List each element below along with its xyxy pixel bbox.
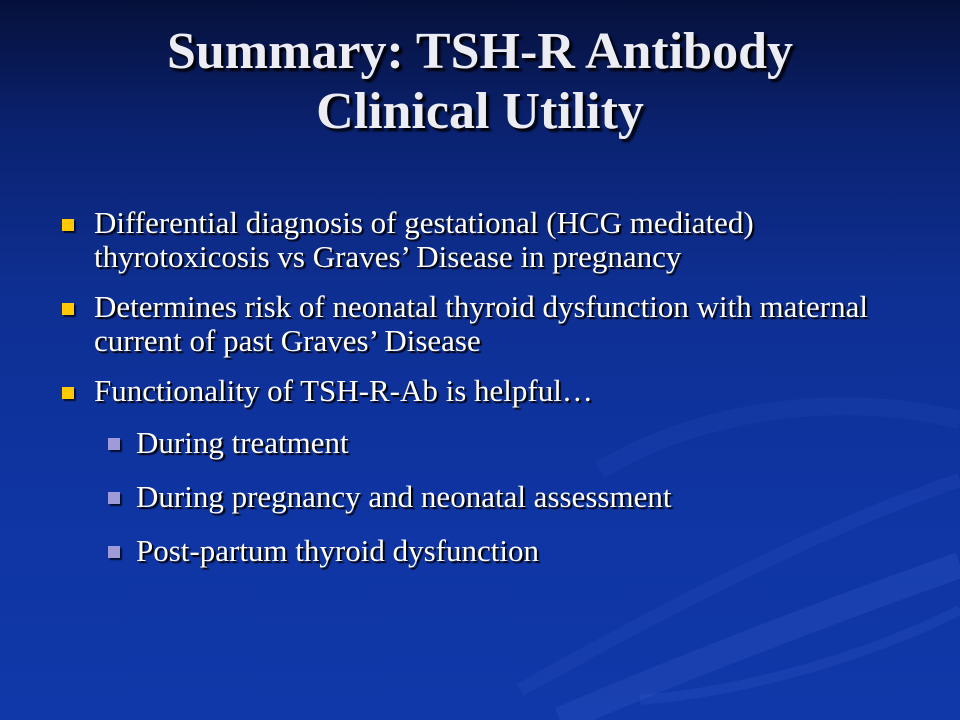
sub-bullet-item bbox=[60, 534, 920, 568]
bullet-item bbox=[60, 206, 920, 274]
bullet-item bbox=[60, 374, 920, 408]
sub-bullet-square-icon bbox=[108, 492, 120, 504]
bullet-square-icon bbox=[62, 303, 74, 315]
sub-bullet-item bbox=[60, 426, 920, 460]
bullet-text: Differential diagnosis of gestational (HCG mediated) thyrotoxicosis vs Graves’ Disease in pregnancy bbox=[94, 205, 754, 274]
sub-bullet-text: During pregnancy and neonatal assessment bbox=[136, 479, 672, 514]
bullet-item bbox=[60, 290, 920, 358]
bullet-square-icon bbox=[62, 387, 74, 399]
bullet-text: Functionality of TSH-R-Ab is helpful… bbox=[94, 373, 593, 408]
slide-title bbox=[60, 22, 900, 142]
title-line-1: Summary: TSH-R Antibody bbox=[166, 23, 794, 80]
title-line-2: Clinical Utility bbox=[316, 83, 644, 140]
sub-bullet-square-icon bbox=[108, 546, 120, 558]
sub-bullet-item bbox=[60, 480, 920, 514]
bullet-list bbox=[60, 206, 920, 588]
bullet-square-icon bbox=[62, 219, 74, 231]
bullet-text: Determines risk of neonatal thyroid dysfunction with maternal current of past Graves’ Disease bbox=[94, 289, 868, 358]
sub-bullet-text: Post-partum thyroid dysfunction bbox=[136, 533, 539, 568]
sub-bullet-text: During treatment bbox=[136, 425, 349, 460]
sub-bullet-square-icon bbox=[108, 438, 120, 450]
